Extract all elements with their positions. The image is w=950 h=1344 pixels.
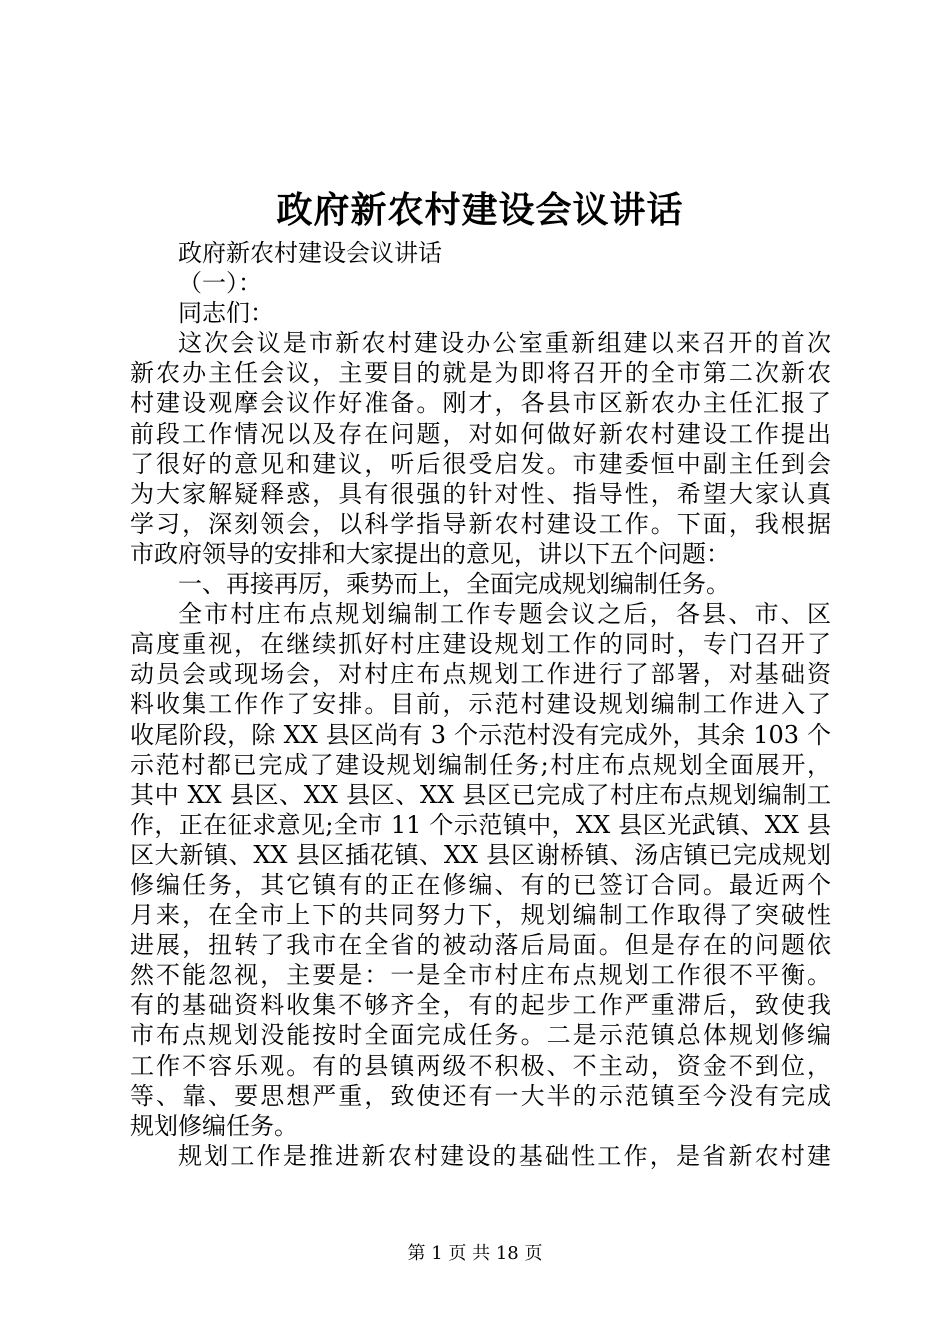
body-text-line: 动员会或现场会，对村庄布点规划工作进行了部署，对基础资 — [130, 660, 831, 689]
body-text-line: 为大家解疑释惑，具有很强的针对性、指导性，希望大家认真 — [130, 479, 831, 508]
body-text-line: 示范村都已完成了建设规划编制任务;村庄布点规划全面展开， — [130, 750, 831, 779]
body-text-line: 规划修编任务。 — [130, 1111, 298, 1140]
body-text-line: 等、靠、要思想严重，致使还有一大半的示范镇至今没有完成 — [130, 1081, 831, 1110]
body-text-line: 同志们： — [178, 299, 274, 328]
body-text-line: 新农办主任会议，主要目的就是为即将召开的全市第二次新农 — [130, 359, 831, 388]
body-text-line: 全市村庄布点规划编制工作专题会议之后，各县、市、区 — [178, 600, 831, 629]
body-text-line: 然不能忽视，主要是：一是全市村庄布点规划工作很不平衡。 — [130, 961, 831, 990]
body-text-line: 其中 XX 县区、XX 县区、XX 县区已完成了村庄布点规划编制工 — [130, 780, 831, 809]
body-text-line: 作，正在征求意见;全市 11 个示范镇中，XX 县区光武镇、XX 县 — [130, 810, 831, 839]
body-text-line: 收尾阶段，除 XX 县区尚有 3 个示范村没有完成外，其余 103 个 — [130, 720, 831, 749]
body-text-line: 学习，深刻领会，以科学指导新农村建设工作。下面，我根据 — [130, 509, 831, 538]
body-text-line: 市布点规划没能按时全面完成任务。二是示范镇总体规划修编 — [130, 1021, 831, 1050]
body-text-line: 进展，扭转了我市在全省的被动落后局面。但是存在的问题依 — [130, 931, 831, 960]
body-text-line: 规划工作是推进新农村建设的基础性工作，是省新农村建 — [178, 1141, 831, 1170]
body-text-line: 市政府领导的安排和大家提出的意见，讲以下五个问题： — [130, 539, 730, 568]
body-text-line: 料收集工作作了安排。目前，示范村建设规划编制工作进入了 — [130, 690, 831, 719]
body-text-line: 工作不容乐观。有的县镇两级不积极、不主动，资金不到位， — [130, 1051, 831, 1080]
body-text-line: 前段工作情况以及存在问题，对如何做好新农村建设工作提出 — [130, 419, 831, 448]
body-text-line: 这次会议是市新农村建设办公室重新组建以来召开的首次 — [178, 329, 831, 358]
body-text-line: 政府新农村建设会议讲话 — [178, 239, 442, 267]
body-text-line: 区大新镇、XX 县区插花镇、XX 县区谢桥镇、汤店镇已完成规划 — [130, 840, 831, 869]
document-title: 政府新农村建设会议讲话 — [276, 189, 684, 231]
body-text-line: 月来，在全市上下的共同努力下，规划编制工作取得了突破性 — [130, 901, 831, 930]
document-body — [130, 238, 831, 1171]
body-text-line: 一、再接再厉，乘势而上，全面完成规划编制任务。 — [178, 570, 730, 599]
body-text-line: 了很好的意见和建议，听后很受启发。市建委恒中副主任到会 — [130, 449, 831, 478]
body-text-line: 有的基础资料收集不够齐全，有的起步工作严重滞后，致使我 — [130, 991, 831, 1020]
body-text-line: （一）： — [178, 269, 262, 298]
body-text-line: 高度重视，在继续抓好村庄建设规划工作的同时，专门召开了 — [130, 630, 831, 659]
page-number-footer: 第 1 页 共 18 页 — [407, 1243, 543, 1264]
body-text-line: 修编任务，其它镇有的正在修编、有的已签订合同。最近两个 — [130, 870, 831, 899]
body-text-line: 村建设观摩会议作好准备。刚才，各县市区新农办主任汇报了 — [130, 389, 831, 418]
